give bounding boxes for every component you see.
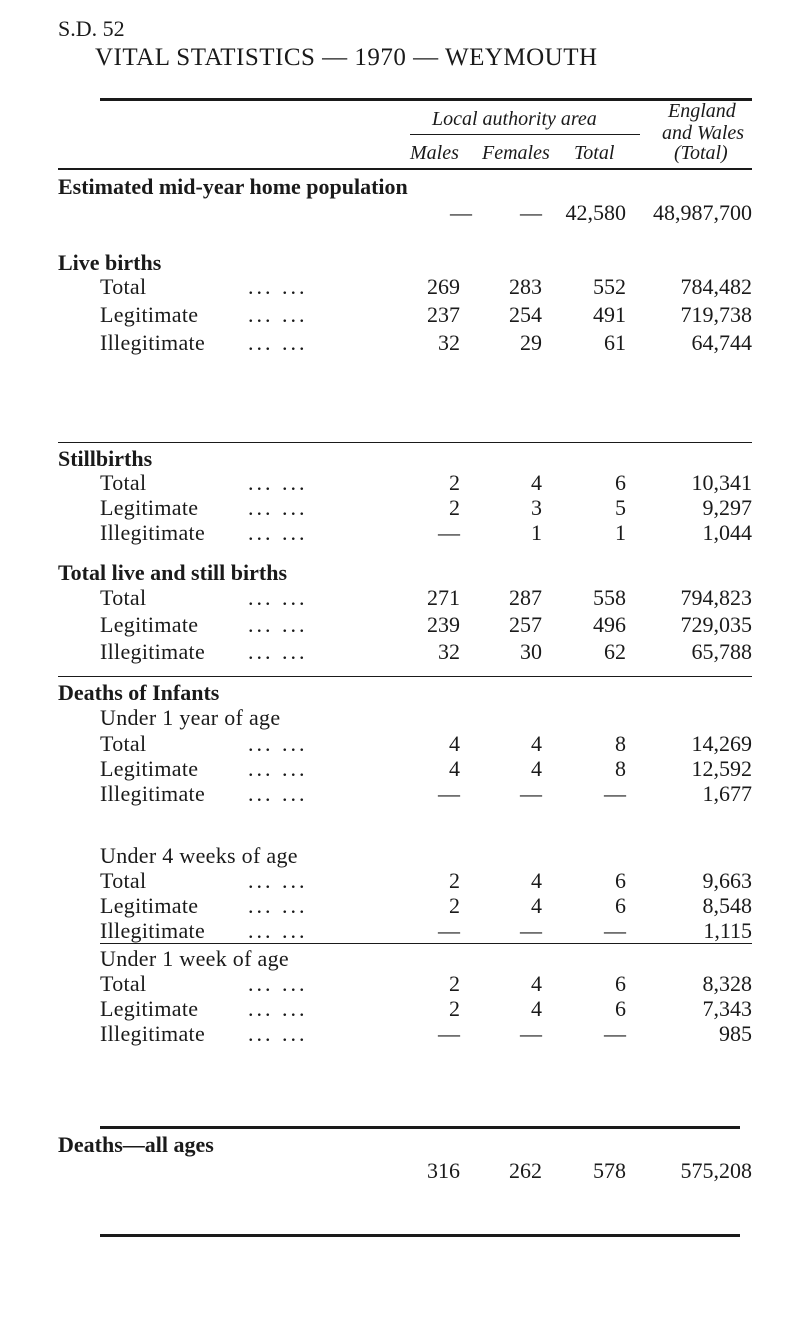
cell-males: — [438,1021,460,1046]
cell-total: 6 [615,470,626,495]
leader-dots: ... ... [248,274,308,299]
deaths-england: 575,208 [680,1158,752,1183]
leader-dots: ... ... [248,470,308,495]
cell-total: 1 [615,520,626,545]
population-total: 42,580 [565,200,626,225]
row-label: Illegitimate [100,520,206,545]
header-females: Females [482,142,550,164]
row-label: Total [100,731,147,756]
cell-males: 4 [449,756,460,781]
cell-england: 784,482 [680,274,752,299]
row-label: Total [100,868,147,893]
cell-total: — [604,918,626,943]
cell-females: 4 [531,756,542,781]
live-births-label: Live births [58,250,162,275]
cell-females: 4 [531,996,542,1021]
cell-england: 14,269 [691,731,752,756]
cell-total: 62 [604,639,626,664]
leader-dots: ... ... [248,996,308,1021]
cell-total: 6 [615,971,626,996]
population-label: Estimated mid-year home population [58,174,408,199]
header-top-rule [100,98,752,101]
cell-total: 491 [593,302,626,327]
section-rule [100,1126,740,1129]
leader-dots: ... ... [248,330,308,355]
page-title: VITAL STATISTICS — 1970 — WEYMOUTH [95,44,598,71]
cell-males: 2 [449,893,460,918]
cell-total: 552 [593,274,626,299]
row-label: Total [100,470,147,495]
under-1-year-label: Under 1 year of age [100,705,281,730]
population-england: 48,987,700 [653,200,752,225]
cell-england: 794,823 [680,585,752,610]
cell-males: 2 [449,470,460,495]
cell-males: 237 [427,302,460,327]
cell-total: 496 [593,612,626,637]
cell-total: — [604,781,626,806]
cell-total: 8 [615,731,626,756]
cell-males: 271 [427,585,460,610]
leader-dots: ... ... [248,612,308,637]
header-males: Males [410,142,459,164]
cell-females: 4 [531,971,542,996]
leader-dots: ... ... [248,495,308,520]
cell-england: 1,115 [703,918,752,943]
cell-total: 5 [615,495,626,520]
under-4-weeks-label: Under 4 weeks of age [100,843,298,868]
cell-males: — [438,520,460,545]
row-label: Legitimate [100,612,199,637]
population-females: — [520,200,542,225]
cell-total: 6 [615,996,626,1021]
leader-dots: ... ... [248,302,308,327]
row-label: Illegitimate [100,330,206,355]
row-label: Illegitimate [100,639,206,664]
row-label: Illegitimate [100,1021,206,1046]
row-label: Total [100,274,147,299]
header-england-line2: and Wales [662,122,745,144]
header-bottom-rule [58,168,752,170]
cell-females: 254 [509,302,542,327]
cell-females: 283 [509,274,542,299]
deaths-males: 316 [427,1158,460,1183]
stillbirths-label: Stillbirths [58,446,153,471]
header-sub-rule [410,134,640,135]
cell-total: 8 [615,756,626,781]
row-label: Total [100,585,147,610]
cell-females: — [520,1021,542,1046]
cell-total: 558 [593,585,626,610]
section-rule [100,943,752,944]
cell-england: 12,592 [691,756,752,781]
row-label: Legitimate [100,996,199,1021]
cell-males: 4 [449,731,460,756]
row-label: Legitimate [100,495,199,520]
cell-females: 1 [531,520,542,545]
cell-males: 2 [449,996,460,1021]
cell-males: 2 [449,971,460,996]
leader-dots: ... ... [248,893,308,918]
header-england-line3: (Total) [674,142,728,164]
infant-deaths-label: Deaths of Infants [58,680,220,705]
leader-dots: ... ... [248,918,308,943]
leader-dots: ... ... [248,781,308,806]
cell-england: 729,035 [680,612,752,637]
header-total: Total [574,142,615,164]
deaths-females: 262 [509,1158,542,1183]
cell-england: 64,744 [691,330,752,355]
cell-females: 3 [531,495,542,520]
cell-males: 2 [449,495,460,520]
cell-england: 9,297 [702,495,752,520]
row-label: Legitimate [100,893,199,918]
cell-total: — [604,1021,626,1046]
cell-females: 257 [509,612,542,637]
leader-dots: ... ... [248,1021,308,1046]
cell-total: 6 [615,893,626,918]
document-reference: S.D. 52 [58,16,125,41]
cell-females: 4 [531,893,542,918]
cell-females: 4 [531,731,542,756]
cell-males: 32 [438,330,460,355]
cell-total: 6 [615,868,626,893]
row-label: Illegitimate [100,781,206,806]
leader-dots: ... ... [248,585,308,610]
deaths-all-ages-label: Deaths—all ages [58,1132,214,1157]
cell-females: 29 [520,330,542,355]
cell-england: 7,343 [702,996,752,1021]
cell-england: 65,788 [691,639,752,664]
leader-dots: ... ... [248,756,308,781]
cell-females: — [520,918,542,943]
cell-males: 2 [449,868,460,893]
cell-females: 4 [531,868,542,893]
cell-males: 239 [427,612,460,637]
cell-england: 10,341 [691,470,752,495]
row-label: Legitimate [100,756,199,781]
row-label: Legitimate [100,302,199,327]
deaths-total: 578 [593,1158,626,1183]
section-rule [58,442,752,443]
cell-females: 30 [520,639,542,664]
cell-england: 9,663 [702,868,752,893]
row-label: Illegitimate [100,918,206,943]
cell-england: 719,738 [680,302,752,327]
header-local-authority-area: Local authority area [432,108,597,130]
cell-england: 8,328 [702,971,752,996]
cell-england: 985 [719,1021,752,1046]
row-label: Total [100,971,147,996]
leader-dots: ... ... [248,520,308,545]
section-rule [58,676,752,677]
cell-males: — [438,918,460,943]
under-1-week-label: Under 1 week of age [100,946,289,971]
leader-dots: ... ... [248,971,308,996]
leader-dots: ... ... [248,731,308,756]
cell-england: 1,044 [702,520,752,545]
leader-dots: ... ... [248,868,308,893]
cell-males: 32 [438,639,460,664]
header-england-line1: England [668,100,736,122]
cell-males: — [438,781,460,806]
cell-england: 1,677 [702,781,752,806]
footer-rule [100,1234,740,1237]
cell-males: 269 [427,274,460,299]
cell-females: 4 [531,470,542,495]
leader-dots: ... ... [248,639,308,664]
cell-females: — [520,781,542,806]
cell-females: 287 [509,585,542,610]
cell-england: 8,548 [702,893,752,918]
cell-total: 61 [604,330,626,355]
population-males: — [450,200,472,225]
total-live-still-label: Total live and still births [58,560,288,585]
